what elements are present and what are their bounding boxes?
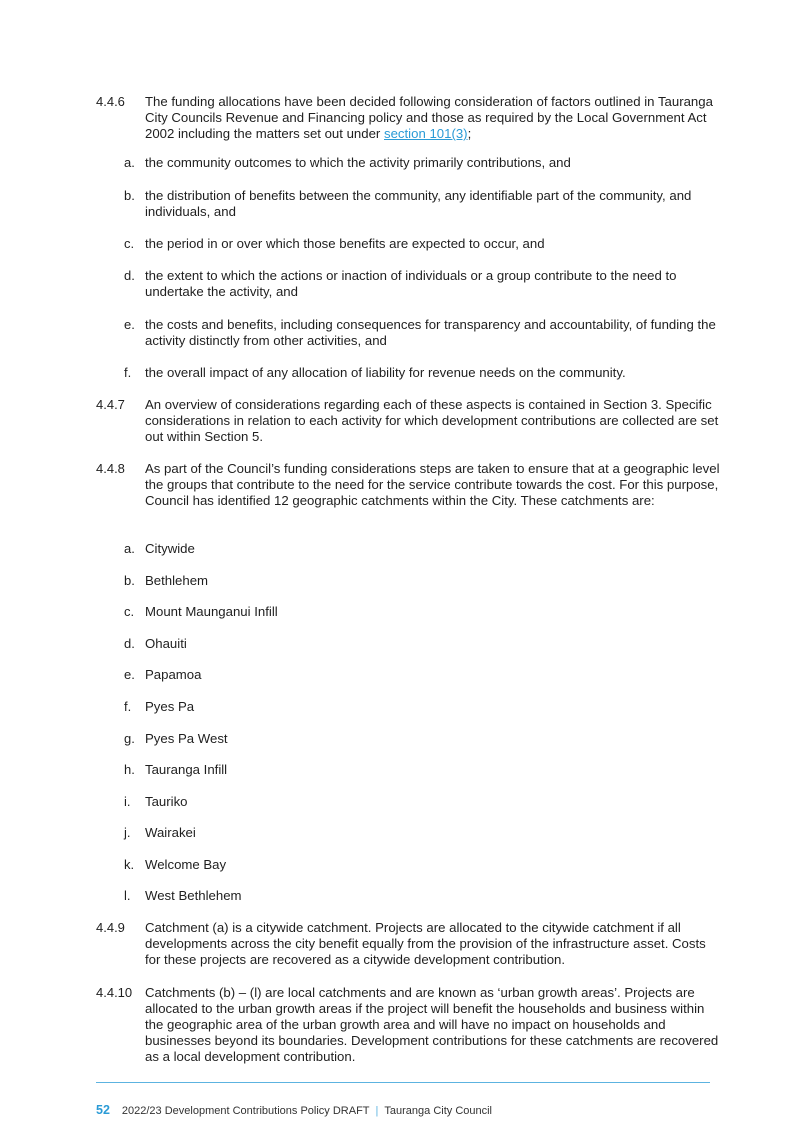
clause-text: An overview of considerations regarding each of these aspects is contained in Section 3. Specific considerations in relation to each activity for which development contributions are collected are set out within Section 5. bbox=[145, 397, 719, 444]
item-text: Tauranga Infill bbox=[145, 762, 228, 777]
footer-divider bbox=[96, 1082, 710, 1083]
item-text: Wairakei bbox=[145, 825, 196, 840]
section-101-3-link[interactable]: section 101(3) bbox=[384, 126, 468, 141]
item-letter: e. bbox=[124, 667, 135, 682]
item-letter: f. bbox=[124, 365, 132, 380]
item-letter: b. bbox=[124, 573, 135, 588]
item-text: Mount Maunganui Infill bbox=[145, 604, 278, 619]
footer-separator: | bbox=[375, 1105, 379, 1117]
clause-number: 4.4.9 bbox=[96, 920, 125, 935]
clause-text-part: ; bbox=[467, 126, 472, 141]
page-footer bbox=[96, 1103, 492, 1118]
item-letter: h. bbox=[124, 762, 135, 777]
item-text: Bethlehem bbox=[145, 573, 209, 588]
item-text: the community outcomes to which the activity primarily contributions, and bbox=[145, 155, 571, 170]
item-text: Pyes Pa bbox=[145, 699, 195, 714]
item-letter: f. bbox=[124, 699, 132, 714]
item-letter: g. bbox=[124, 731, 135, 746]
item-text: the costs and benefits, including consequences for transparency and accountability, of funding the activity distinctly from other activities, and bbox=[145, 317, 716, 348]
item-letter: a. bbox=[124, 155, 135, 170]
item-letter: l. bbox=[124, 888, 131, 903]
item-text: the overall impact of any allocation of liability for revenue needs on the community. bbox=[145, 365, 626, 380]
item-text: the extent to which the actions or inaction of individuals or a group contribute to the need to undertake the activity, and bbox=[145, 268, 677, 299]
clause-number: 4.4.7 bbox=[96, 397, 125, 412]
page-number: 52 bbox=[96, 1103, 110, 1117]
document-title: 2022/23 Development Contributions Policy DRAFT bbox=[121, 1105, 370, 1117]
item-text: Papamoa bbox=[145, 667, 202, 682]
item-letter: j. bbox=[124, 825, 131, 840]
item-letter: d. bbox=[124, 268, 135, 283]
item-text: Citywide bbox=[145, 541, 195, 556]
item-text: West Bethlehem bbox=[145, 888, 242, 903]
item-letter: k. bbox=[124, 857, 135, 872]
item-letter: c. bbox=[124, 604, 135, 619]
clause-number: 4.4.10 bbox=[96, 985, 133, 1000]
clause-number: 4.4.8 bbox=[96, 461, 125, 476]
item-text: the distribution of benefits between the community, any identifiable part of the community, and individuals, and bbox=[145, 188, 692, 219]
item-letter: c. bbox=[124, 236, 135, 251]
clause-text bbox=[145, 94, 720, 142]
item-text: the period in or over which those benefits are expected to occur, and bbox=[145, 236, 545, 251]
item-text: Tauriko bbox=[145, 794, 188, 809]
clause-text: Catchment (a) is a citywide catchment. Projects are allocated to the citywide catchment if all developments across the city benefit equally from the provision of the infrastructure asset. Costs for these projects are recovered as a citywide development contribution. bbox=[145, 920, 706, 967]
clause-text: As part of the Council’s funding considerations steps are taken to ensure that at a geographic level the groups that contribute to the need for the service contribute towards the cost. For this purpose, Council has identified 12 geographic catchments within the City. These catchments are: bbox=[145, 461, 720, 508]
item-text: Welcome Bay bbox=[145, 857, 227, 872]
item-text: Pyes Pa West bbox=[145, 731, 228, 746]
organisation-name: Tauranga City Council bbox=[384, 1105, 493, 1117]
item-letter: e. bbox=[124, 317, 135, 332]
clause-text: Catchments (b) – (l) are local catchments and are known as ‘urban growth areas’. Projects are allocated to the urban growth areas if the project will benefit the households and business within the geographic area of the urban growth area and will have no impact on households and businesses beyond its boundaries. Development contributions for these catchments are recovered as a local development contribution. bbox=[145, 985, 719, 1064]
clause-number: 4.4.6 bbox=[96, 94, 125, 109]
item-letter: d. bbox=[124, 636, 135, 651]
item-letter: i. bbox=[124, 794, 131, 809]
item-letter: a. bbox=[124, 541, 135, 556]
item-text: Ohauiti bbox=[145, 636, 187, 651]
item-letter: b. bbox=[124, 188, 135, 203]
clause-text-part: The funding allocations have been decided following consideration of factors outlined in Tauranga City Councils Revenue and Financing policy and those as required by the Local Government Act 2002 including the matters set out under bbox=[145, 94, 713, 141]
